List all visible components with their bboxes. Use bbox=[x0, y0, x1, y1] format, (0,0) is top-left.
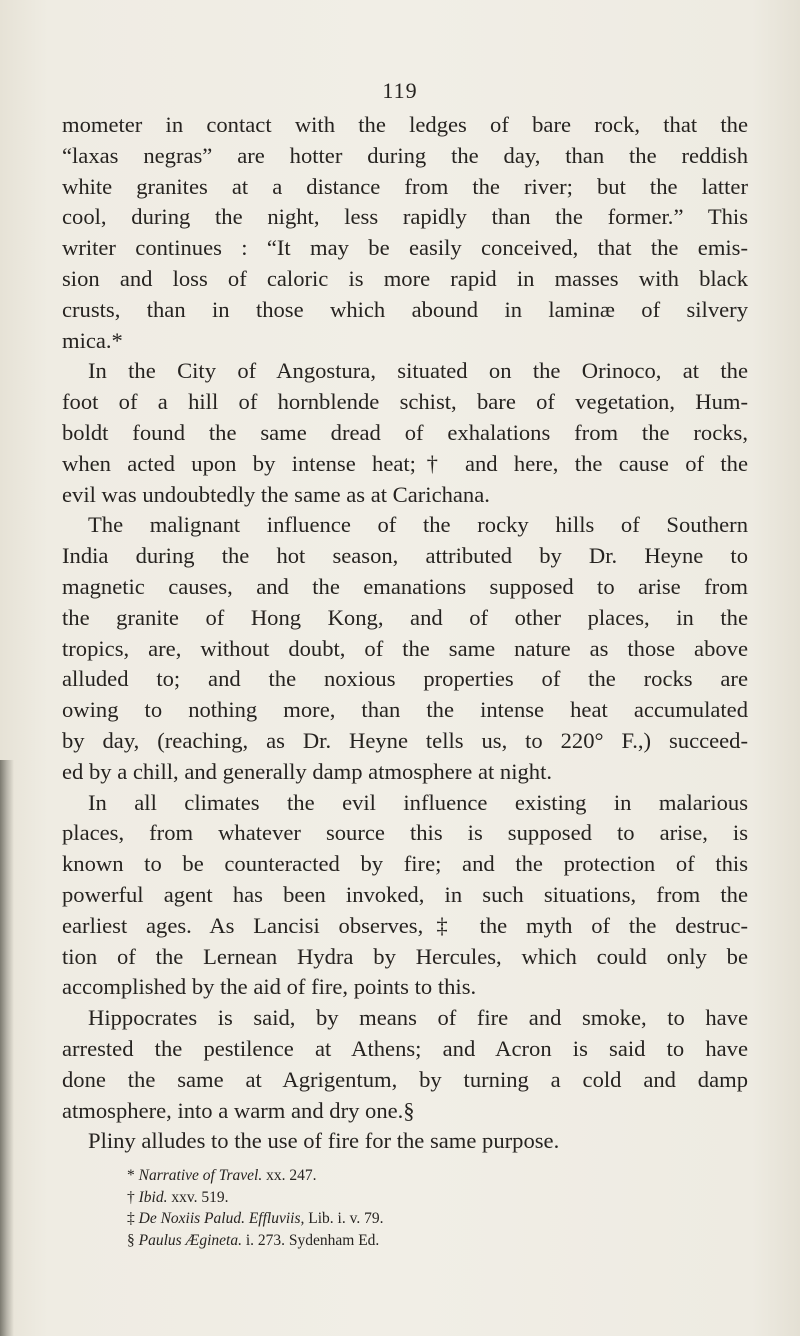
text-line: done the same at Agrigentum, by turning a cold and damp bbox=[62, 1066, 748, 1092]
text-line: “laxas negras” are hotter during the day, than the reddish bbox=[62, 142, 748, 168]
text-line: known to be counteracted by fire; and the protection of this bbox=[62, 851, 748, 877]
text-line: the granite of Hong Kong, and of other places, in the bbox=[62, 604, 748, 630]
body-text bbox=[62, 110, 748, 1157]
text-line: mometer in contact with the ledges of bare rock, that the bbox=[62, 112, 748, 137]
footnote-title: Ibid. bbox=[138, 1188, 168, 1206]
text-line: evil was undoubtedly the same as at Carichana. bbox=[62, 481, 490, 507]
text-line: ed by a chill, and generally damp atmosphere at night. bbox=[62, 758, 553, 784]
text-line: magnetic causes, and the emanations supposed to arise from bbox=[62, 573, 748, 599]
text-line: alluded to; and the noxious properties of the rocks are bbox=[62, 666, 748, 692]
footnote-title: De Noxiis Palud. Effluviis, bbox=[138, 1210, 305, 1227]
text-line: owing to nothing more, than the intense heat accumulated bbox=[62, 697, 748, 723]
text-line: In the City of Angostura, situated on the Orinoco, at the bbox=[88, 358, 748, 384]
page-edge-shadow bbox=[0, 760, 14, 1336]
text-line: crusts, than in those which abound in laminæ of silvery bbox=[62, 296, 748, 322]
text-line: earliest ages. As Lancisi observes,‡ the myth of the destruc- bbox=[62, 912, 748, 938]
footnotes bbox=[127, 1165, 727, 1251]
text-line: powerful agent has been invoked, in such situations, from the bbox=[62, 881, 748, 907]
footnote bbox=[127, 1208, 727, 1230]
text-line: cool, during the night, less rapidly than the former.” This bbox=[62, 204, 748, 230]
text-line: writer continues : “It may be easily conceived, that the emis- bbox=[62, 235, 748, 261]
page-number: 119 bbox=[382, 78, 418, 103]
footnote bbox=[127, 1187, 727, 1209]
text-line: accomplished by the aid of fire, points to this. bbox=[62, 974, 477, 1000]
text-line: white granites at a distance from the river; but the latter bbox=[62, 173, 748, 199]
text-line: Hippocrates is said, by means of fire and smoke, to have bbox=[88, 1005, 748, 1031]
footnote-title: Narrative of Travel. bbox=[138, 1167, 263, 1184]
footnote-mark: † bbox=[127, 1188, 135, 1206]
text-line: tropics, are, without doubt, of the same nature as those above bbox=[62, 635, 748, 661]
text-line: boldt found the same dread of exhalations from the rocks, bbox=[62, 419, 748, 445]
text-line: Pliny alludes to the use of fire for the same purpose. bbox=[88, 1128, 560, 1154]
text-line: sion and loss of caloric is more rapid in masses with black bbox=[62, 265, 748, 291]
footnote-mark: § bbox=[127, 1231, 135, 1249]
text-line: mica.* bbox=[62, 327, 123, 353]
footnote-reference: i. 273. Sydenham Ed. bbox=[245, 1231, 380, 1249]
footnote bbox=[127, 1230, 727, 1252]
text-line: The malignant influence of the rocky hills of Southern bbox=[88, 512, 748, 538]
text-line: when acted upon by intense heat;† and here, the cause of the bbox=[62, 450, 748, 476]
text-line: foot of a hill of hornblende schist, bare of vegetation, Hum- bbox=[62, 389, 748, 415]
text-line: atmosphere, into a warm and dry one.§ bbox=[62, 1097, 415, 1123]
footnote-reference: xxv. 519. bbox=[171, 1188, 229, 1206]
text-line: arrested the pestilence at Athens; and Acron is said to have bbox=[62, 1035, 748, 1061]
footnote-reference: Lib. i. v. 79. bbox=[308, 1210, 384, 1227]
footnote bbox=[127, 1165, 727, 1187]
footnote-title: Paulus Ægineta. bbox=[138, 1231, 242, 1249]
text-line: by day, (reaching, as Dr. Heyne tells us, to 220° F.,) succeed- bbox=[62, 727, 748, 753]
footnote-mark: * bbox=[127, 1167, 135, 1184]
text-line: In all climates the evil influence existing in malarious bbox=[88, 789, 748, 815]
footnote-reference: xx. 247. bbox=[266, 1167, 317, 1184]
footnote-mark: ‡ bbox=[127, 1210, 135, 1227]
text-line: tion of the Lernean Hydra by Hercules, which could only be bbox=[62, 943, 748, 969]
text-line: India during the hot season, attributed by Dr. Heyne to bbox=[62, 543, 748, 569]
text-line: places, from whatever source this is supposed to arise, is bbox=[62, 820, 748, 846]
